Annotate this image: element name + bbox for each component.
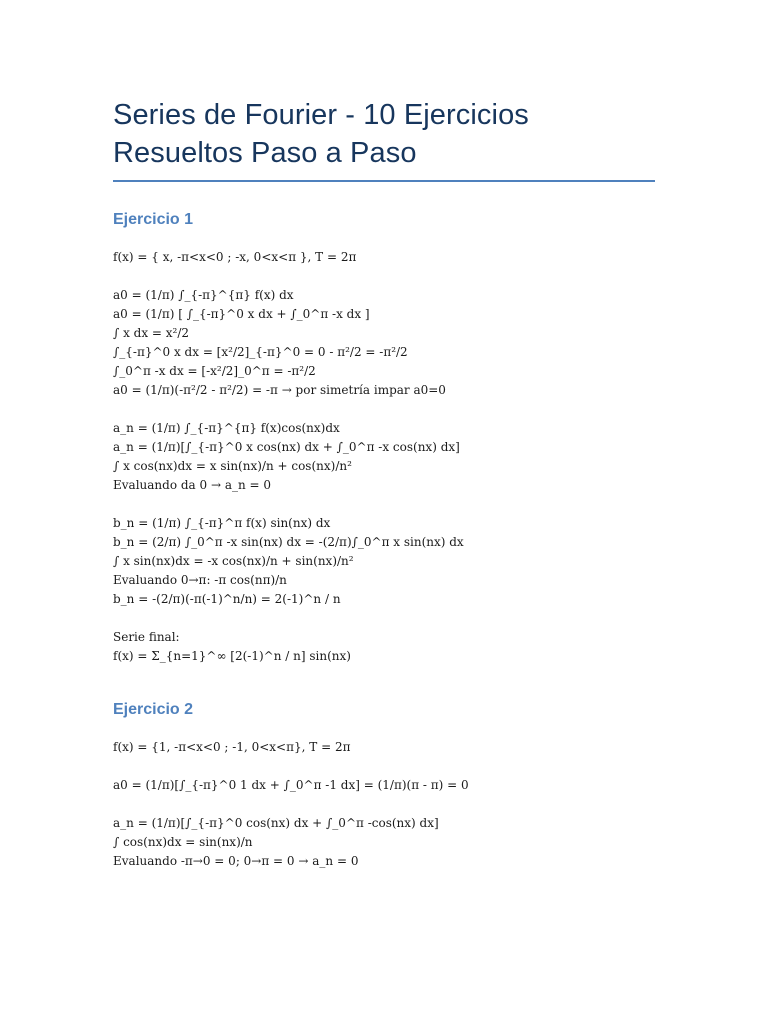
equation-line: ∫_0^π -x dx = [-x²/2]_0^π = -π²/2: [113, 364, 316, 378]
equation-line: f(x) = { x, -π<x<0 ; -x, 0<x<π }, T = 2π: [113, 250, 357, 264]
equation-block: [113, 286, 656, 400]
equation-line: a0 = (1/π)(-π²/2 - π²/2) = -π → por simetría impar a0=0: [113, 383, 446, 397]
title-line-2: Resueltos Paso a Paso: [113, 137, 417, 169]
exercise-heading: Ejercicio 2: [113, 701, 194, 718]
title-underline: [113, 180, 655, 182]
equation-block: [113, 738, 656, 757]
equation-line: ∫ cos(nx)dx = sin(nx)/n: [113, 835, 253, 849]
equation-line: f(x) = {1, -π<x<0 ; -1, 0<x<π}, T = 2π: [113, 740, 351, 754]
equation-line: Serie final:: [113, 630, 180, 644]
exercise-section: [113, 700, 656, 871]
equation-line: a_n = (1/π)[∫_{-π}^0 cos(nx) dx + ∫_0^π -cos(nx) dx]: [113, 816, 439, 830]
title-line-1: Series de Fourier - 10 Ejercicios: [113, 99, 529, 131]
equation-line: b_n = (2/π) ∫_0^π -x sin(nx) dx = -(2/π)∫_0^π x sin(nx) dx: [113, 535, 464, 549]
exercise-heading: Ejercicio 1: [113, 211, 194, 228]
equation-block: [113, 628, 656, 666]
equation-line: ∫ x dx = x²/2: [113, 326, 190, 340]
equation-line: a_n = (1/π) ∫_{-π}^{π} f(x)cos(nx)dx: [113, 421, 340, 435]
equation-line: b_n = -(2/π)(-π(-1)^n/n) = 2(-1)^n / n: [113, 592, 341, 606]
equation-line: ∫ x cos(nx)dx = x sin(nx)/n + cos(nx)/n²: [113, 459, 352, 473]
equation-line: Evaluando 0→π: -π cos(nπ)/n: [113, 573, 287, 587]
equation-line: f(x) = Σ_{n=1}^∞ [2(-1)^n / n] sin(nx): [113, 649, 351, 663]
equation-block: [113, 419, 656, 495]
document-title: [113, 96, 656, 180]
equation-line: b_n = (1/π) ∫_{-π}^π f(x) sin(nx) dx: [113, 516, 331, 530]
equation-block: [113, 776, 656, 795]
equation-block: [113, 514, 656, 609]
equation-line: ∫_{-π}^0 x dx = [x²/2]_{-π}^0 = 0 - π²/2 = -π²/2: [113, 345, 408, 359]
document-page: [113, 96, 656, 890]
exercise-section: [113, 210, 656, 666]
equation-line: ∫ x sin(nx)dx = -x cos(nx)/n + sin(nx)/n²: [113, 554, 354, 568]
equation-line: Evaluando da 0 → a_n = 0: [113, 478, 272, 492]
equation-block: [113, 248, 656, 267]
equation-line: a0 = (1/π) [ ∫_{-π}^0 x dx + ∫_0^π -x dx ]: [113, 307, 370, 321]
equation-line: Evaluando -π→0 = 0; 0→π = 0 → a_n = 0: [113, 854, 359, 868]
equation-line: a_n = (1/π)[∫_{-π}^0 x cos(nx) dx + ∫_0^π -x cos(nx) dx]: [113, 440, 460, 454]
equation-line: a0 = (1/π)[∫_{-π}^0 1 dx + ∫_0^π -1 dx] = (1/π)(π - π) = 0: [113, 778, 469, 792]
equation-block: [113, 814, 656, 871]
exercise-sections: [113, 210, 656, 871]
equation-line: a0 = (1/π) ∫_{-π}^{π} f(x) dx: [113, 288, 294, 302]
